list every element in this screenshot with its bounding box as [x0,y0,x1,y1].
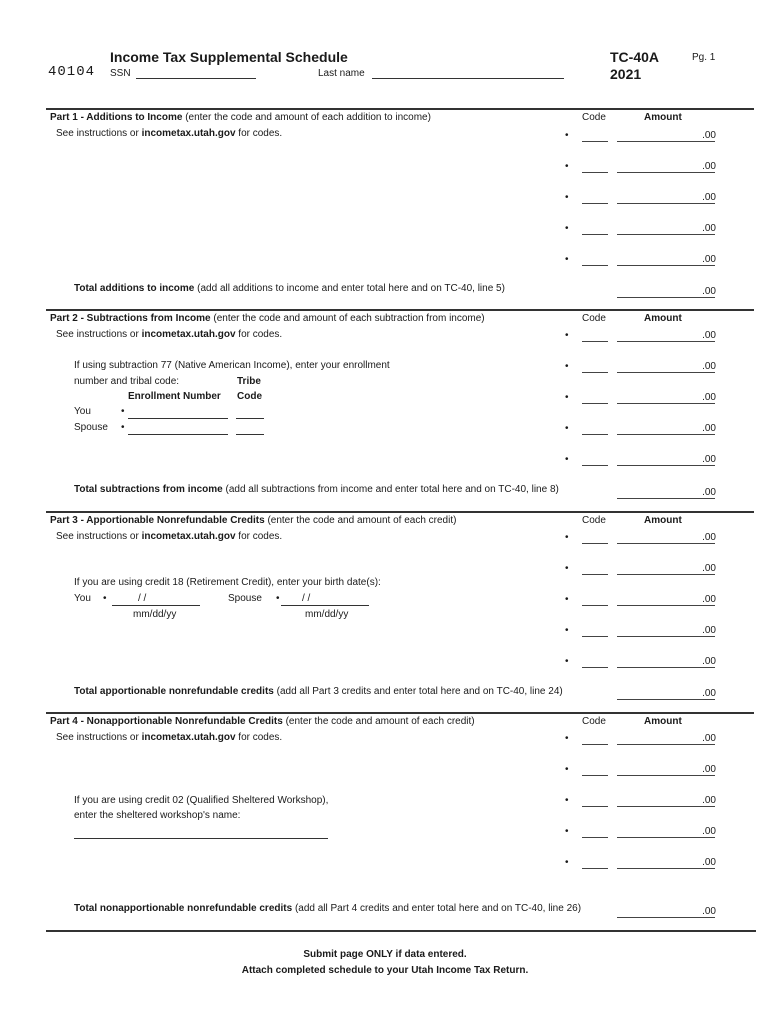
spouse-date-format: mm/dd/yy [305,609,349,620]
form-id: TC-40A [610,49,660,65]
part2-see-instructions [56,329,282,340]
bullet: • [565,254,569,265]
bullet: • [565,795,569,806]
bullet: • [565,733,569,744]
spouse-birth-date-field[interactable] [281,605,369,606]
amount-field[interactable] [617,806,715,807]
enrollment-number-label: Enrollment Number [128,391,221,402]
part3-total-bold: Total apportionable nonrefundable credits [74,686,274,697]
code-field[interactable] [582,744,608,745]
amount-field[interactable] [617,141,715,142]
cents-label: .00 [702,764,716,775]
amount-field[interactable] [617,605,715,606]
tribe-code-label: Code [237,391,262,402]
amount-field[interactable] [617,172,715,173]
part3-code-header: Code [582,515,606,526]
cents-label: .00 [702,656,716,667]
part3-heading [50,515,456,526]
instructions-link[interactable]: incometax.utah.gov [141,732,236,743]
part2-title: Part 2 - Subtractions from Income [50,313,211,324]
amount-field[interactable] [617,234,715,235]
birth-date-text: If you are using credit 18 (Retirement Credit), enter your birth date(s): [74,577,381,588]
part2-total-bold: Total subtractions from income [74,484,223,495]
cents-label: .00 [702,625,716,636]
cents-label: .00 [702,906,716,917]
code-field[interactable] [582,141,608,142]
amount-field[interactable] [617,744,715,745]
bullet: • [565,826,569,837]
bullet: • [121,422,125,433]
amount-field[interactable] [617,372,715,373]
part3-total-label [74,686,563,697]
code-field[interactable] [582,341,608,342]
part2-code-header: Code [582,313,606,324]
see-suffix: for codes. [238,329,283,340]
spouse-enrollment-field[interactable] [128,434,228,435]
bullet: • [565,223,569,234]
bullet: • [103,593,107,604]
amount-field[interactable] [617,203,715,204]
bullet: • [565,454,569,465]
lastname-label: Last name [318,68,365,79]
amount-field[interactable] [617,465,715,466]
code-field[interactable] [582,203,608,204]
divider [46,511,754,513]
you-tribe-code-field[interactable] [236,418,264,419]
amount-field[interactable] [617,837,715,838]
bullet: • [565,192,569,203]
cents-label: .00 [702,733,716,744]
workshop-text-2: enter the sheltered workshop's name: [74,810,241,821]
cents-label: .00 [702,857,716,868]
you-birth-date-field[interactable] [112,605,200,606]
code-field[interactable] [582,667,608,668]
form-number: 40104 [48,64,96,80]
cents-label: .00 [702,487,716,498]
divider [46,712,754,714]
part1-total-bold: Total additions to income [74,283,195,294]
see-prefix: See instructions or [56,531,139,542]
code-field[interactable] [582,465,608,466]
part4-see-instructions [56,732,282,743]
amount-field[interactable] [617,403,715,404]
part2-title-rest: (enter the code and amount of each subtraction from income) [213,313,485,324]
see-prefix: See instructions or [56,329,139,340]
part4-code-header: Code [582,716,606,727]
ssn-label: SSN [110,68,131,79]
amount-field[interactable] [617,868,715,869]
cents-label: .00 [702,223,716,234]
amount-field[interactable] [617,667,715,668]
part2-heading [50,313,485,324]
amount-field[interactable] [617,543,715,544]
part4-total-rest: (add all Part 4 credits and enter total here and on TC-40, line 26) [294,903,582,914]
part1-code-header: Code [582,112,606,123]
native-american-text-2: number and tribal code: [74,376,180,387]
part1-heading [50,112,431,123]
instructions-link[interactable]: incometax.utah.gov [141,531,236,542]
form-title: Income Tax Supplemental Schedule [110,49,348,65]
spouse-date-separators: / / [302,593,311,604]
cents-label: .00 [702,532,716,543]
part4-amount-header: Amount [644,716,682,727]
cents-label: .00 [702,454,716,465]
bullet: • [565,764,569,775]
see-suffix: for codes. [238,732,283,743]
part4-total-label [74,903,581,914]
see-prefix: See instructions or [56,128,139,139]
code-field[interactable] [582,636,608,637]
see-prefix: See instructions or [56,732,139,743]
you-label: You [74,593,91,604]
bullet: • [565,594,569,605]
cents-label: .00 [702,423,716,434]
you-date-separators: / / [138,593,147,604]
bullet: • [565,392,569,403]
cents-label: .00 [702,795,716,806]
spouse-tribe-code-field[interactable] [236,434,264,435]
code-field[interactable] [582,574,608,575]
bullet: • [565,423,569,434]
workshop-name-field[interactable] [74,838,328,839]
cents-label: .00 [702,330,716,341]
cents-label: .00 [702,161,716,172]
you-enrollment-field[interactable] [128,418,228,419]
instructions-link[interactable]: incometax.utah.gov [141,128,236,139]
code-field[interactable] [582,775,608,776]
amount-field[interactable] [617,434,715,435]
total-amount-field[interactable] [617,917,715,918]
code-field[interactable] [582,372,608,373]
part4-heading [50,716,475,727]
bullet: • [565,857,569,868]
part2-amount-header: Amount [644,313,682,324]
cents-label: .00 [702,826,716,837]
amount-field[interactable] [617,775,715,776]
cents-label: .00 [702,594,716,605]
part4-title-rest: (enter the code and amount of each credit) [285,716,475,727]
amount-field[interactable] [617,574,715,575]
bullet: • [565,563,569,574]
code-field[interactable] [582,434,608,435]
cents-label: .00 [702,361,716,372]
code-field[interactable] [582,837,608,838]
part3-see-instructions [56,531,282,542]
bullet: • [276,593,280,604]
code-field[interactable] [582,265,608,266]
total-amount-field[interactable] [617,699,715,700]
code-field[interactable] [582,605,608,606]
part1-title-rest: (enter the code and amount of each addition to income) [185,112,431,123]
workshop-text-1: If you are using credit 02 (Qualified Sheltered Workshop), [74,795,329,806]
page-number: Pg. 1 [692,52,716,63]
part3-total-rest: (add all Part 3 credits and enter total here and on TC-40, line 24) [276,686,563,697]
you-date-format: mm/dd/yy [133,609,177,620]
footer-submit-note: Submit page ONLY if data entered. [303,949,467,960]
instructions-link[interactable]: incometax.utah.gov [141,329,236,340]
total-amount-field[interactable] [617,498,715,499]
native-american-text-1: If using subtraction 77 (Native American Income), enter your enrollment [74,360,390,371]
see-suffix: for codes. [238,531,283,542]
bullet: • [565,130,569,141]
tax-year: 2021 [610,66,642,82]
bullet: • [565,656,569,667]
divider [46,930,756,932]
part2-total-label [74,484,559,495]
divider [46,108,754,110]
code-field[interactable] [582,172,608,173]
cents-label: .00 [702,688,716,699]
bullet: • [565,532,569,543]
code-field[interactable] [582,403,608,404]
code-field[interactable] [582,234,608,235]
cents-label: .00 [702,192,716,203]
divider [46,309,754,311]
part3-amount-header: Amount [644,515,682,526]
code-field[interactable] [582,868,608,869]
cents-label: .00 [702,563,716,574]
part4-title: Part 4 - Nonapportionable Nonrefundable Credits [50,716,283,727]
bullet: • [565,330,569,341]
total-amount-field[interactable] [617,297,715,298]
part3-title: Part 3 - Apportionable Nonrefundable Credits [50,515,265,526]
amount-field[interactable] [617,636,715,637]
amount-field[interactable] [617,265,715,266]
see-suffix: for codes. [238,128,283,139]
code-field[interactable] [582,543,608,544]
bullet: • [121,406,125,417]
you-label: You [74,406,91,417]
ssn-field[interactable] [136,78,256,79]
part1-title: Part 1 - Additions to Income [50,112,183,123]
spouse-label: Spouse [74,422,108,433]
footer-attach-note: Attach completed schedule to your Utah Income Tax Return. [241,965,529,976]
part4-total-bold: Total nonapportionable nonrefundable credits [74,903,293,914]
part1-total-rest: (add all additions to income and enter total here and on TC-40, line 5) [197,283,505,294]
part3-title-rest: (enter the code and amount of each credit) [267,515,457,526]
part2-total-rest: (add all subtractions from income and enter total here and on TC-40, line 8) [225,484,559,495]
bullet: • [565,161,569,172]
spouse-label: Spouse [228,593,262,604]
part1-see-instructions [56,128,282,139]
part1-total-label [74,283,505,294]
cents-label: .00 [702,286,716,297]
lastname-field[interactable] [372,78,564,79]
amount-field[interactable] [617,341,715,342]
cents-label: .00 [702,392,716,403]
code-field[interactable] [582,806,608,807]
part1-amount-header: Amount [644,112,682,123]
tribe-label: Tribe [237,376,261,387]
cents-label: .00 [702,130,716,141]
bullet: • [565,361,569,372]
cents-label: .00 [702,254,716,265]
bullet: • [565,625,569,636]
